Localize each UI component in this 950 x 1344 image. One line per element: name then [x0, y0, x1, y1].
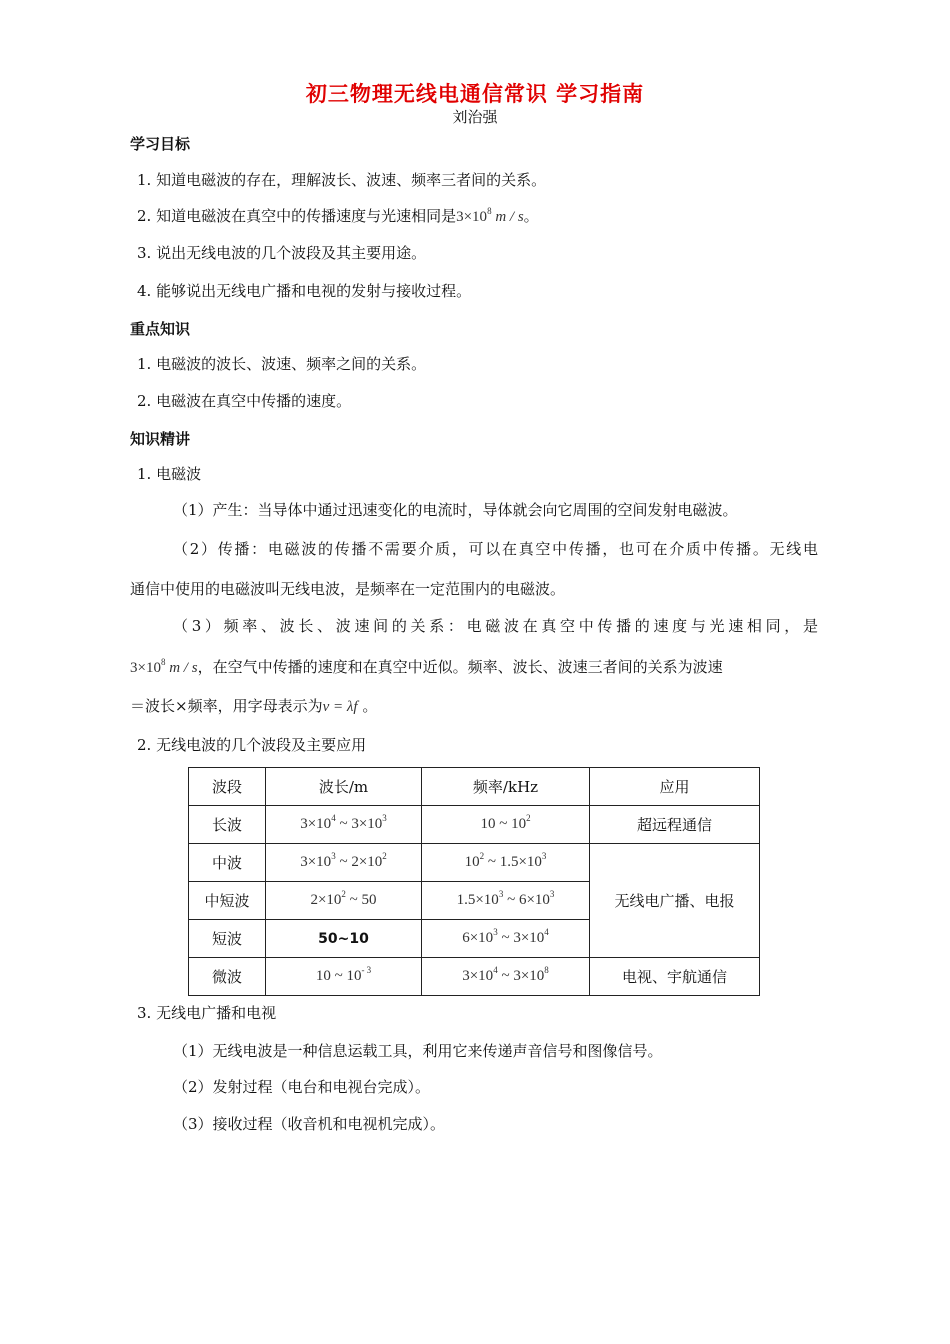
- wavelength-cell: $2\times 10^2$ ~ 50: [266, 882, 422, 920]
- goal-item-2-text: 2. 知道电磁波在真空中的传播速度与光速相同是: [137, 207, 457, 225]
- wavelength-cell: 10 ~ $10^{- 3}$: [266, 958, 422, 996]
- band-cell: 长波: [189, 806, 266, 844]
- header-wavelength: 波长/m: [266, 768, 422, 806]
- speed-formula-2: $3\times 10^8$ m / s: [130, 657, 198, 676]
- band-cell: 中波: [189, 844, 266, 882]
- header-frequency: 频率/kHz: [422, 768, 590, 806]
- key-point-1: 1. 电磁波的波长、波速、频率之间的关系。: [137, 355, 427, 373]
- band-cell: 短波: [189, 920, 266, 958]
- para-relation-line2: $3\times 10^8$ m / s，在空气中传播的速度和在真空中近似。频率、波长、波速三者间的关系为波速: [130, 657, 723, 676]
- wavelength-cell: 50~10: [266, 920, 422, 958]
- frequency-cell: $10^2$ ~ $1.5\times 10^3$: [422, 844, 590, 882]
- frequency-cell: $6\times 10^3$ ~ $3\times 10^4$: [422, 920, 590, 958]
- band-cell: 微波: [189, 958, 266, 996]
- goal-item-2: 2. 知道电磁波在真空中的传播速度与光速相同是$3\times 10^8$ m / s。: [137, 206, 539, 225]
- section-heading-knowledge: 知识精讲: [130, 430, 191, 448]
- para-relation-line1: （3）频率、波长、波速间的关系：电磁波在真空中传播的速度与光速相同，是: [173, 617, 818, 635]
- broadcast-item-1: （1）无线电波是一种信息运载工具，利用它来传递声音信号和图像信号。: [173, 1042, 663, 1060]
- para-relation-line3: ＝波长×频率，用字母表示为v = λf 。: [130, 697, 378, 715]
- goal-item-1: 1. 知道电磁波的存在，理解波长、波速、频率三者间的关系。: [137, 171, 547, 189]
- application-cell: 电视、宇航通信: [590, 958, 760, 996]
- para-propagation-line2: 通信中使用的电磁波叫无线电波，是频率在一定范围内的电磁波。: [130, 580, 566, 598]
- frequency-cell: $3\times 10^4$ ~ $3\times 10^8$: [422, 958, 590, 996]
- section-heading-key-points: 重点知识: [130, 320, 191, 338]
- author-name: 刘治强: [452, 108, 498, 126]
- wavelength-cell: $3\times 10^4$ ~ $3\times 10^3$: [266, 806, 422, 844]
- subsection-em-wave: 1. 电磁波: [137, 465, 202, 483]
- subsection-broadcast-tv: 3. 无线电广播和电视: [137, 1004, 277, 1022]
- header-application: 应用: [590, 768, 760, 806]
- frequency-cell: 10 ~ $10^2$: [422, 806, 590, 844]
- application-cell-merged: 无线电广播、电报: [590, 844, 760, 958]
- table-row: [189, 958, 760, 996]
- para-generation: （1）产生：当导体中通过迅速变化的电流时，导体就会向它周围的空间发射电磁波。: [173, 501, 738, 519]
- table-row: [189, 844, 760, 882]
- band-cell: 中短波: [189, 882, 266, 920]
- wavelength-cell: $3\times 10^3$ ~ $2\times 10^2$: [266, 844, 422, 882]
- broadcast-item-3: （3）接收过程（收音机和电视机完成）。: [173, 1115, 446, 1133]
- goal-item-3: 3. 说出无线电波的几个波段及其主要用途。: [137, 244, 427, 262]
- speed-formula: $3\times 10^8$ m / s: [456, 206, 524, 225]
- subsection-radio-bands: 2. 无线电波的几个波段及主要应用: [137, 736, 367, 754]
- header-band: 波段: [189, 768, 266, 806]
- para-propagation-line1: （2）传播：电磁波的传播不需要介质，可以在真空中传播，也可在介质中传播。无线电: [173, 540, 818, 558]
- document-title: 初三物理无线电通信常识 学习指南: [305, 81, 645, 106]
- broadcast-item-2: （2）发射过程（电台和电视台完成）。: [173, 1078, 431, 1096]
- section-heading-goals: 学习目标: [130, 135, 191, 153]
- table-row: [189, 806, 760, 844]
- wave-formula: v = λf: [322, 699, 358, 715]
- radio-band-table: [188, 767, 760, 996]
- table-header-row: [189, 768, 760, 806]
- goal-item-4: 4. 能够说出无线电广播和电视的发射与接收过程。: [137, 282, 472, 300]
- frequency-cell: $1.5\times 10^3$ ~ $6\times 10^3$: [422, 882, 590, 920]
- key-point-2: 2. 电磁波在真空中传播的速度。: [137, 392, 352, 410]
- application-cell: 超远程通信: [590, 806, 760, 844]
